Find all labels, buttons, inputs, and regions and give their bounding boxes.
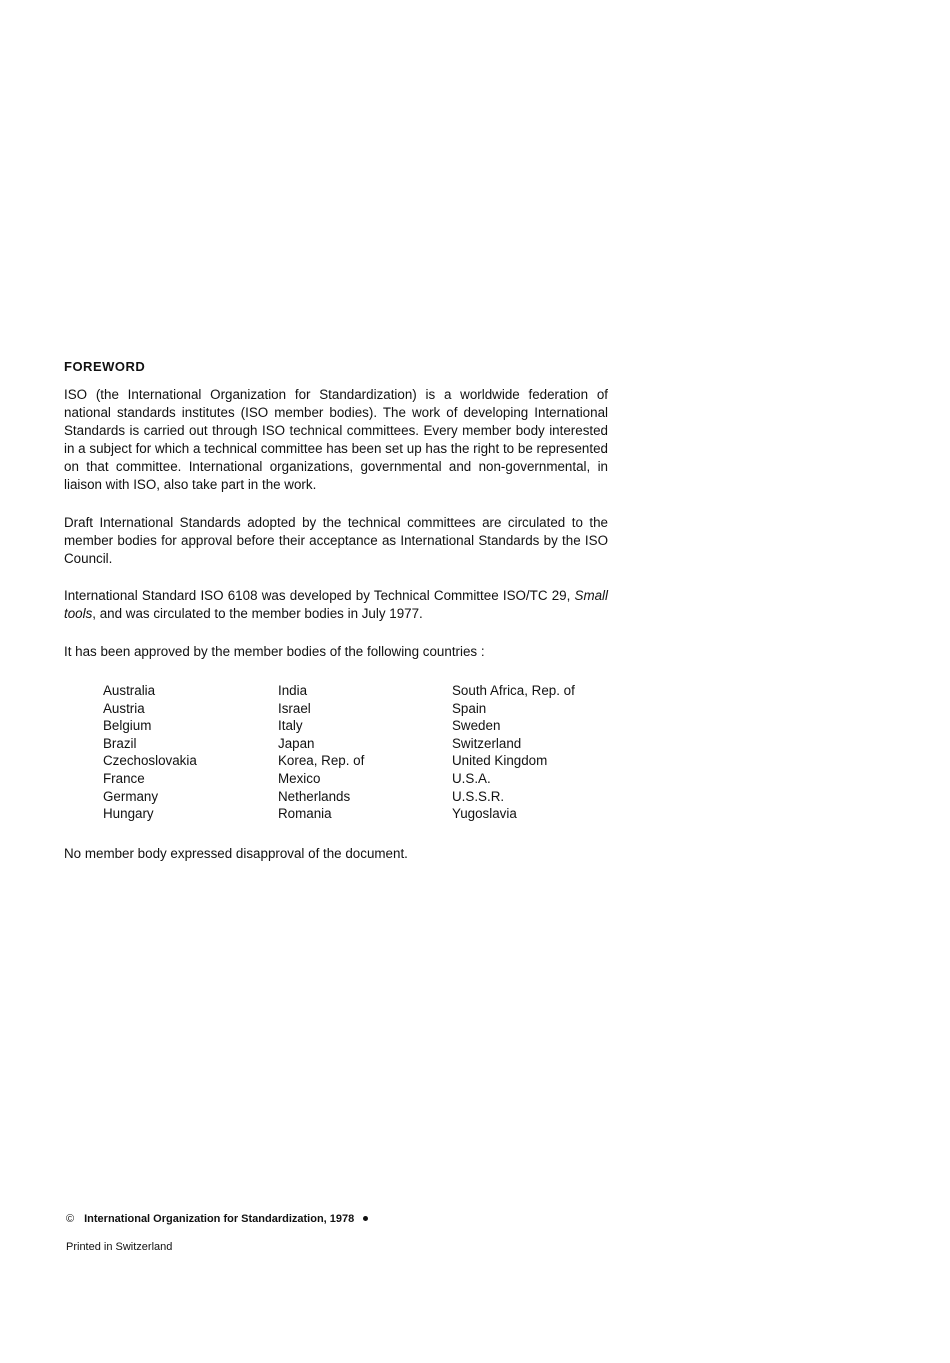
- country-item: Austria: [103, 700, 145, 716]
- country-item: Australia: [103, 683, 156, 698]
- country-item: Czechoslovakia: [103, 753, 197, 769]
- country-column-1: [103, 682, 197, 823]
- printed-in: Printed in Switzerland: [66, 1241, 173, 1253]
- approval-intro: It has been approved by the member bodies of the following countries :: [64, 644, 485, 659]
- standard-text-before: International Standard ISO 6108 was developed by Technical Committee ISO/TC 29,: [64, 588, 575, 603]
- country-item: Italy: [278, 718, 303, 734]
- country-item: Netherlands: [278, 788, 351, 804]
- country-item: Israel: [278, 700, 311, 716]
- country-item: U.S.A.: [452, 770, 491, 786]
- foreword-paragraph-iso: ISO (the International Organization for Standardization) is a worldwide federation of national standards institutes (ISO member bodies). The work of developing International Standards is carried out through ISO technical committees. Every member body interested in a subject for which a technical committee has been set up has the right to be represented on that committee. International organizations, governmental and non-governmental, in liaison with ISO, also take part in the work.: [64, 387, 608, 492]
- foreword-paragraph-standard: [64, 587, 608, 623]
- country-item: Spain: [452, 700, 487, 716]
- copyright-symbol: ©: [66, 1213, 75, 1225]
- foreword-paragraph-drafts: Draft International Standards adopted by the technical committees are circulated to the member bodies for approval before their acceptance as International Standards by the ISO Council.: [64, 515, 608, 566]
- country-item: Romania: [278, 806, 332, 822]
- country-item: France: [103, 770, 145, 786]
- foreword-heading: FOREWORD: [64, 359, 146, 374]
- country-item: Sweden: [452, 718, 501, 734]
- copyright-text: International Organization for Standardization, 1978: [84, 1213, 355, 1225]
- country-item: Yugoslavia: [452, 806, 517, 822]
- country-item: South Africa, Rep. of: [452, 683, 575, 698]
- country-item: United Kingdom: [452, 753, 548, 769]
- country-item: India: [278, 683, 308, 698]
- country-item: Mexico: [278, 770, 321, 786]
- country-column-3: [452, 682, 575, 823]
- country-item: Switzerland: [452, 735, 522, 751]
- country-item: Korea, Rep. of: [278, 753, 365, 769]
- bullet-icon: [363, 1216, 368, 1221]
- country-item: U.S.S.R.: [452, 788, 505, 804]
- country-item: Belgium: [103, 718, 152, 734]
- committee-title: Small tools: [64, 588, 608, 621]
- country-item: Germany: [103, 788, 159, 804]
- country-column-2: [278, 682, 364, 823]
- country-item: Hungary: [103, 806, 154, 822]
- country-item: Brazil: [103, 735, 137, 751]
- copyright-line: [66, 1213, 368, 1225]
- disapproval-note: No member body expressed disapproval of the document.: [64, 846, 408, 861]
- country-item: Japan: [278, 735, 315, 751]
- standard-text-after: , and was circulated to the member bodies in July 1977.: [92, 606, 423, 621]
